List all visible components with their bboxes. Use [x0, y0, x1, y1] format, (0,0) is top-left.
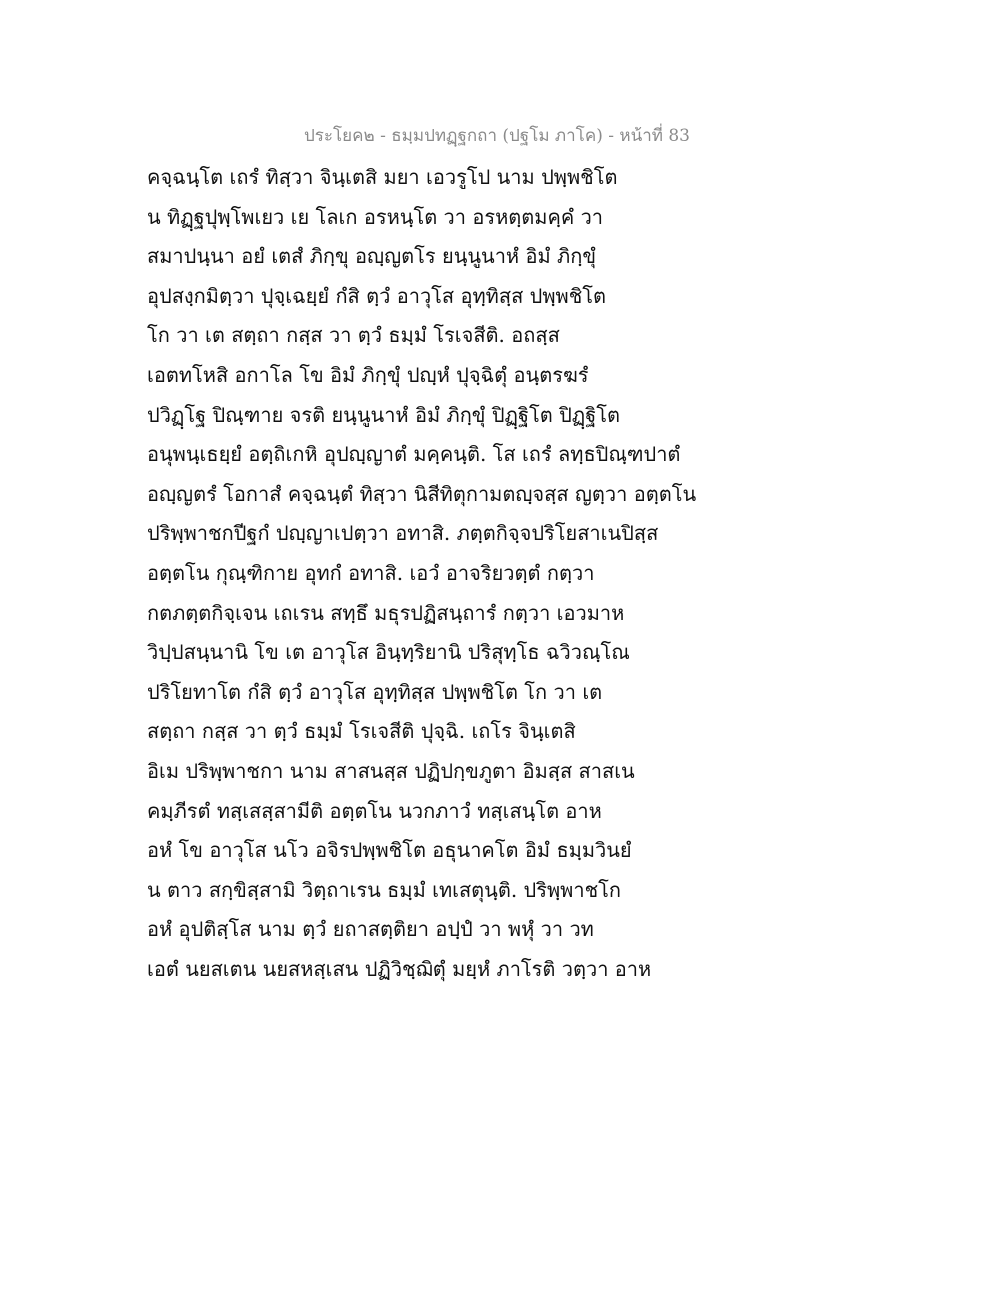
- text-line: น ตาว สกฺขิสฺสามิ วิตฺถาเรน ธมฺมํ เทเสตุนฺติ. ปริพฺพาชโก: [147, 877, 621, 902]
- text-line: วิปฺปสนฺนานิ โข เต อาวุโส อินฺทฺริยานิ ปริสุทฺโธ ฉวิวณฺโณ: [147, 640, 630, 665]
- text-line: ปวิฏฺโฐ ปิณฺฑาย จรติ ยนฺนูนาหํ อิมํ ภิกฺขุํ ปิฏฺฐิโต ปิฏฺฐิโต: [147, 402, 620, 427]
- text-line: อนุพนฺเธยฺยํ อตฺถิเกหิ อุปญฺญาตํ มคฺคนฺติ. โส เถรํ ลทฺธปิณฺฑปาตํ: [147, 442, 681, 467]
- text-line: คจฺฉนฺโต เถรํ ทิสฺวา จินฺเตสิ มยา เอวรูโป นาม ปพฺพชิโต: [147, 165, 618, 189]
- text-line: ปริพฺพาชกปีฐกํ ปญฺญาเปตฺวา อทาสิ. ภตฺตกิจฺจปริโยสาเนปิสฺส: [147, 521, 659, 546]
- text-line: ปริโยทาโต กํสิ ตฺวํ อาวุโส อุทฺทิสฺส ปพฺพชิโต โก วา เต: [147, 679, 603, 704]
- text-line: กตภตฺตกิจฺเจน เถเรน สทฺธึ มธุรปฏิสนฺถารํ กตฺวา เอวมาห: [147, 600, 625, 625]
- text-line: อิเม ปริพฺพาชกา นาม สาสนสฺส ปฏิปกฺขภูตา อิมสฺส สาสเน: [147, 758, 635, 783]
- text-line: เอตํ นยสเตน นยสหสฺเสน ปฏิวิชฺฌิตุํ มยฺหํ ภาโรติ วตฺวา อาห: [147, 956, 652, 981]
- text-line: สมาปนฺนา อยํ เตสํ ภิกฺขุ อญฺญตโร ยนฺนูนาหํ อิมํ ภิกฺขุํ: [147, 244, 596, 269]
- text-line: สตฺถา กสฺส วา ตฺวํ ธมฺมํ โรเจสีติ ปุจฺฉิ. เถโร จินฺเตสิ: [147, 719, 576, 744]
- body-text: [147, 158, 707, 989]
- text-line: อุปสงฺกมิตฺวา ปุจฺเฉยฺยํ กํสิ ตฺวํ อาวุโส อุทฺทิสฺส ปพฺพชิโต: [147, 283, 606, 308]
- text-line: อหํ โข อาวุโส นโว อจิรปพฺพชิโต อธุนาคโต อิมํ ธมฺมวินยํ: [147, 838, 632, 863]
- text-line: น ทิฏฺฐปุพฺโพเยว เย โลเก อรหนฺโต วา อรหตฺตมคฺคํ วา: [147, 204, 604, 229]
- text-line: อตฺตโน กุณฺฑิกาย อุทกํ อทาสิ. เอวํ อาจริยวตฺตํ กตฺวา: [147, 560, 595, 585]
- text-line: โก วา เต สตฺถา กสฺส วา ตฺวํ ธมฺมํ โรเจสีติ. อถสฺส: [147, 323, 560, 348]
- text-line: คมฺภีรตํ ทสฺเสสฺสามีติ อตฺตโน นวกภาวํ ทสฺเสนฺโต อาห: [147, 798, 602, 823]
- text-line: อญฺญตรํ โอกาสํ คจฺฉนฺตํ ทิสฺวา นิสีทิตุกามตญฺจสฺส ญตฺวา อตฺตโน: [147, 481, 697, 506]
- running-header: ประโยค๒ - ธมฺมปทฏฺฐกถา (ปฐโม ภาโค) - หน้าที่ 83: [304, 126, 690, 146]
- text-line: เอตทโหสิ อกาโล โข อิมํ ภิกฺขุํ ปญฺหํ ปุจฺฉิตุํ อนฺตรฆรํ: [147, 362, 589, 387]
- text-line: อหํ อุปติสฺโส นาม ตฺวํ ยถาสตฺติยา อปฺปํ วา พหุํ วา วท: [147, 917, 594, 942]
